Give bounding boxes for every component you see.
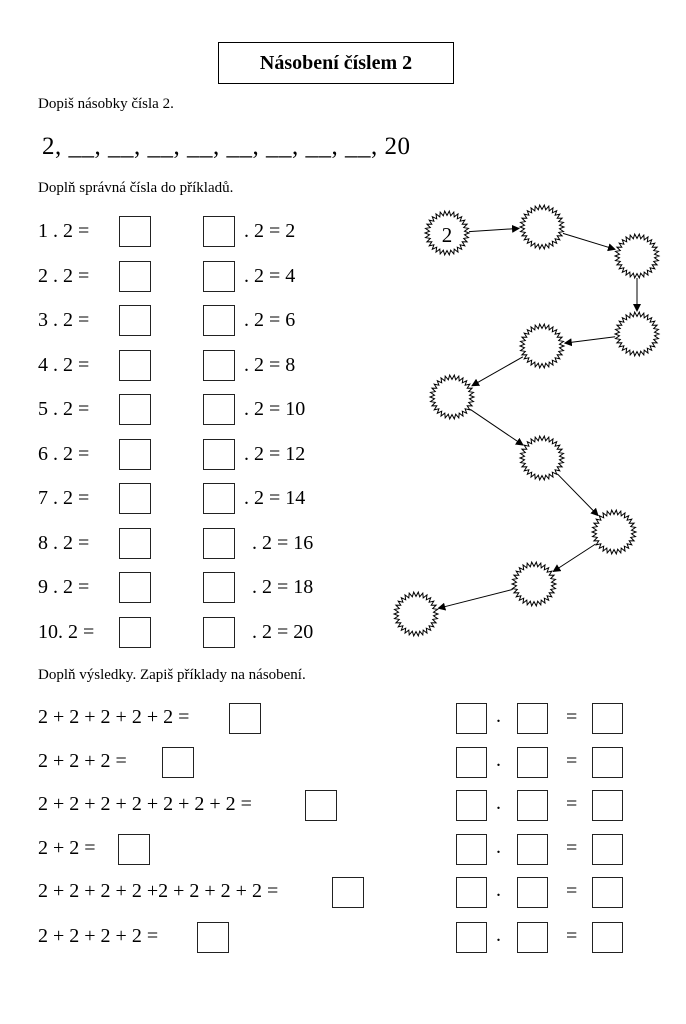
- sum-expression: 2 + 2 + 2 + 2 +2 + 2 + 2 + 2 =: [38, 880, 279, 902]
- right-equation: . 2 = 2: [244, 220, 296, 242]
- multiply-dot: .: [496, 705, 501, 727]
- factor-box[interactable]: [517, 877, 548, 908]
- factor-box[interactable]: [456, 877, 487, 908]
- left-equation: 10. 2 =: [38, 620, 95, 643]
- sum-result-box[interactable]: [229, 703, 261, 734]
- product-box[interactable]: [592, 834, 623, 865]
- instruction-results: Doplň výsledky. Zapiš příklady na násobení.: [38, 667, 306, 683]
- factor-box[interactable]: [517, 834, 548, 865]
- left-equation: 4 . 2 =: [38, 353, 90, 376]
- right-equation: . 2 = 16: [252, 531, 314, 554]
- chain-node[interactable]: [520, 436, 564, 480]
- multiply-dot: .: [496, 749, 501, 771]
- equals-sign: =: [566, 750, 578, 772]
- factor-box[interactable]: [456, 922, 487, 953]
- chain-node[interactable]: [615, 312, 659, 356]
- chain-node[interactable]: [394, 592, 438, 636]
- chain-node[interactable]: [615, 234, 659, 278]
- sum-expression: 2 + 2 + 2 + 2 + 2 + 2 + 2 =: [38, 793, 252, 815]
- product-box[interactable]: [592, 877, 623, 908]
- multiply-dot: .: [496, 792, 501, 814]
- left-equation: 6 . 2 =: [38, 442, 90, 465]
- factor-box[interactable]: [456, 703, 487, 734]
- sum-result-box[interactable]: [197, 922, 229, 953]
- equals-sign: =: [566, 706, 578, 728]
- chain-arrow: [470, 409, 523, 445]
- sum-result-box[interactable]: [332, 877, 364, 908]
- multiply-dot: .: [496, 836, 501, 858]
- factor-box[interactable]: [456, 834, 487, 865]
- sum-result-box[interactable]: [162, 747, 194, 778]
- chain-start-number: 2: [441, 223, 453, 247]
- left-equation: 2 . 2 =: [38, 264, 90, 287]
- left-equation: 9 . 2 =: [38, 576, 90, 598]
- chain-arrow: [563, 233, 615, 249]
- multiply-dot: .: [496, 924, 501, 946]
- sum-result-box[interactable]: [118, 834, 150, 865]
- right-equation: . 2 = 12: [244, 442, 306, 465]
- sum-expression: 2 + 2 + 2 + 2 + 2 =: [38, 706, 190, 728]
- factor-box[interactable]: [517, 790, 548, 821]
- chain-node[interactable]: [520, 205, 564, 249]
- chain-node[interactable]: [520, 324, 564, 368]
- sum-expression: 2 + 2 + 2 + 2 =: [38, 925, 159, 947]
- multiples-sequence: 2, __, __, __, __, __, __, __, __, 20: [42, 133, 411, 160]
- left-equation: 3 . 2 =: [38, 309, 90, 331]
- chain-arrow: [557, 474, 598, 516]
- chain-node[interactable]: [512, 562, 556, 606]
- chain-arrow: [469, 228, 519, 231]
- right-equation: . 2 = 14: [244, 487, 306, 509]
- multiply-dot: .: [496, 879, 501, 901]
- right-equation: . 2 = 4: [244, 264, 296, 287]
- sum-expression: 2 + 2 + 2 =: [38, 750, 127, 772]
- chain-node[interactable]: [592, 510, 636, 554]
- factor-box[interactable]: [456, 747, 487, 778]
- chain-arrow: [553, 544, 595, 572]
- right-equation: . 2 = 18: [252, 576, 314, 598]
- equals-sign: =: [566, 880, 578, 902]
- factor-box[interactable]: [456, 790, 487, 821]
- chain-arrow: [565, 337, 615, 343]
- right-equation: . 2 = 8: [244, 353, 296, 376]
- left-equation: 8 . 2 =: [38, 531, 90, 554]
- left-equation: 7 . 2 =: [38, 487, 90, 509]
- equals-sign: =: [566, 925, 578, 947]
- chain-arrow: [438, 589, 512, 608]
- left-equation: 5 . 2 =: [38, 398, 90, 420]
- equals-sign: =: [566, 837, 578, 859]
- page-title: Násobení číslem 2: [218, 42, 454, 84]
- factor-box[interactable]: [517, 703, 548, 734]
- left-equation: 1 . 2 =: [38, 220, 90, 242]
- instruction-fill-numbers: Doplň správná čísla do příkladů.: [38, 180, 234, 196]
- sum-result-box[interactable]: [305, 790, 337, 821]
- sum-expression: 2 + 2 =: [38, 837, 96, 859]
- right-equation: . 2 = 10: [244, 398, 306, 420]
- product-box[interactable]: [592, 747, 623, 778]
- instruction-multiples: Dopiš násobky čísla 2.: [38, 96, 174, 112]
- product-box[interactable]: [592, 922, 623, 953]
- factor-box[interactable]: [517, 747, 548, 778]
- product-box[interactable]: [592, 790, 623, 821]
- product-box[interactable]: [592, 703, 623, 734]
- equals-sign: =: [566, 793, 578, 815]
- right-equation: . 2 = 6: [244, 309, 296, 331]
- chain-node[interactable]: [430, 375, 474, 419]
- factor-box[interactable]: [517, 922, 548, 953]
- chain-arrow: [472, 357, 523, 386]
- right-equation: . 2 = 20: [252, 620, 314, 643]
